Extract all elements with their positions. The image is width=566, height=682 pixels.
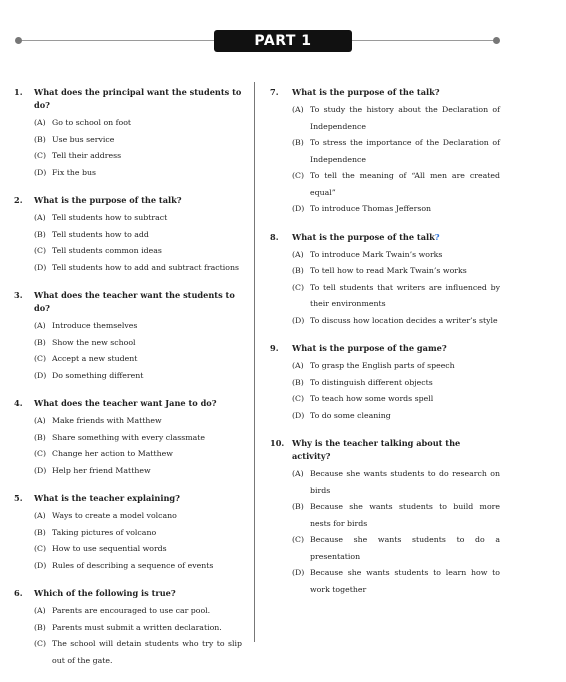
option-text: To tell students that writers are influenced by their environments bbox=[310, 282, 500, 308]
option-label: (C) bbox=[34, 449, 47, 458]
option-label: (D) bbox=[34, 370, 47, 380]
question-text-body: What is the purpose of the talk? bbox=[292, 87, 440, 97]
question-number: 10. bbox=[270, 438, 285, 448]
question-text-body: What does the teacher want the students to do? bbox=[34, 290, 235, 313]
question-line bbox=[270, 342, 500, 355]
option-text: Change her action to Matthew bbox=[52, 449, 173, 458]
answer-option bbox=[14, 210, 242, 227]
option-label: (B) bbox=[292, 266, 304, 275]
question-text-body: What is the teacher explaining? bbox=[34, 493, 180, 503]
option-label: (C) bbox=[34, 354, 47, 363]
option-text: The school will detain students who try to slip out of the gate. bbox=[52, 639, 242, 665]
question-number: 4. bbox=[14, 398, 23, 408]
option-text: To introduce Thomas Jefferson bbox=[310, 204, 432, 213]
answer-option bbox=[270, 408, 500, 425]
option-label: (B) bbox=[292, 377, 304, 387]
question-text bbox=[34, 86, 242, 112]
right-dot-icon bbox=[493, 37, 500, 44]
option-label: (A) bbox=[292, 105, 304, 114]
answer-option bbox=[14, 541, 242, 558]
option-label: (A) bbox=[34, 118, 46, 127]
option-label: (D) bbox=[34, 167, 47, 177]
question-text-body: What does the teacher want Jane to do? bbox=[34, 398, 217, 408]
option-label: (C) bbox=[34, 151, 47, 160]
answer-option bbox=[270, 466, 500, 499]
question-line bbox=[14, 194, 242, 207]
option-label: (B) bbox=[292, 502, 304, 511]
question-block bbox=[270, 231, 500, 330]
question-line bbox=[270, 231, 500, 244]
column-divider bbox=[254, 82, 255, 642]
option-text: Show the new school bbox=[52, 337, 136, 347]
option-label: (B) bbox=[34, 527, 46, 537]
option-text: Do something different bbox=[52, 370, 144, 380]
option-label: (C) bbox=[34, 544, 47, 553]
option-text: Taking pictures of volcano bbox=[52, 527, 157, 537]
option-text: To discuss how location decides a writer’s style bbox=[310, 315, 498, 325]
option-text: Tell students how to add bbox=[52, 229, 149, 239]
part-header bbox=[0, 30, 566, 52]
option-label: (C) bbox=[34, 246, 47, 255]
option-text: To study the history about the Declaration of Independence bbox=[310, 105, 500, 131]
left-column bbox=[14, 86, 242, 682]
question-text-body: What is the purpose of the game? bbox=[292, 343, 447, 353]
question-text bbox=[292, 86, 500, 99]
option-label: (C) bbox=[292, 535, 305, 544]
question-line bbox=[14, 86, 242, 112]
option-label: (B) bbox=[34, 229, 46, 239]
question-block bbox=[270, 342, 500, 424]
option-text: To stress the importance of the Declaration of Independence bbox=[310, 138, 500, 164]
answer-option bbox=[14, 508, 242, 525]
option-text: How to use sequential words bbox=[52, 544, 167, 553]
answer-option bbox=[14, 558, 242, 575]
option-label: (C) bbox=[34, 639, 47, 648]
question-number: 6. bbox=[14, 588, 23, 598]
question-block bbox=[270, 437, 500, 598]
option-text: Share something with every classmate bbox=[52, 432, 206, 442]
answer-option bbox=[14, 243, 242, 260]
question-block bbox=[14, 86, 242, 181]
option-label: (A) bbox=[34, 511, 46, 520]
part-title: PART 1 bbox=[214, 30, 352, 52]
answer-option bbox=[270, 532, 500, 565]
option-text: Tell students how to add and subtract fractions bbox=[52, 262, 239, 272]
option-text: Go to school on foot bbox=[52, 118, 132, 127]
question-text bbox=[34, 194, 242, 207]
option-label: (B) bbox=[292, 138, 304, 147]
answer-option bbox=[270, 391, 500, 408]
question-text bbox=[34, 397, 242, 410]
option-label: (C) bbox=[292, 282, 305, 292]
option-label: (B) bbox=[34, 432, 46, 442]
option-label: (D) bbox=[292, 410, 305, 420]
option-label: (A) bbox=[34, 606, 46, 615]
question-text-body: What does the principal want the students to do? bbox=[34, 87, 242, 110]
option-text: Accept a new student bbox=[52, 354, 138, 363]
answer-option bbox=[14, 413, 242, 430]
option-label: (A) bbox=[292, 249, 304, 259]
question-text-body: Which of the following is true? bbox=[34, 588, 176, 598]
option-text: Tell students common ideas bbox=[52, 246, 162, 255]
question-number: 3. bbox=[14, 290, 23, 300]
question-mark: ? bbox=[434, 231, 440, 242]
option-text: To tell the meaning of “All men are created equal” bbox=[310, 171, 500, 197]
question-text bbox=[292, 437, 500, 463]
answer-option bbox=[14, 148, 242, 165]
question-number: 1. bbox=[14, 87, 23, 97]
answer-option bbox=[270, 313, 500, 330]
answer-option bbox=[14, 368, 242, 385]
answer-option bbox=[14, 351, 242, 368]
answer-option bbox=[14, 115, 242, 132]
right-column bbox=[270, 86, 500, 611]
question-text-body: What is the purpose of the talk? bbox=[34, 195, 182, 205]
answer-option bbox=[270, 102, 500, 135]
answer-option bbox=[14, 620, 242, 637]
option-text: Tell students how to subtract bbox=[52, 213, 168, 222]
option-text: To tell how to read Mark Twain’s works bbox=[310, 266, 467, 275]
option-label: (B) bbox=[34, 134, 46, 144]
option-label: (A) bbox=[292, 469, 304, 478]
option-label: (D) bbox=[34, 262, 47, 272]
question-number: 5. bbox=[14, 493, 23, 503]
option-text: Because she wants students to do research on birds bbox=[310, 469, 500, 495]
option-label: (D) bbox=[34, 465, 47, 475]
answer-option bbox=[270, 263, 500, 280]
option-label: (D) bbox=[292, 204, 305, 213]
question-block bbox=[14, 492, 242, 574]
answer-option bbox=[270, 358, 500, 375]
question-line bbox=[14, 289, 242, 315]
option-text: Because she wants students to do a presentation bbox=[310, 535, 500, 561]
option-text: Ways to create a model volcano bbox=[52, 511, 177, 520]
answer-option bbox=[270, 168, 500, 201]
option-text: To grasp the English parts of speech bbox=[310, 361, 455, 370]
question-line bbox=[270, 86, 500, 99]
question-block bbox=[14, 587, 242, 669]
answer-option bbox=[14, 446, 242, 463]
answer-option bbox=[270, 135, 500, 168]
question-text bbox=[34, 587, 242, 600]
left-dot-icon bbox=[15, 37, 22, 44]
question-text bbox=[292, 342, 500, 355]
option-label: (B) bbox=[34, 337, 46, 347]
answer-option bbox=[270, 280, 500, 313]
answer-option bbox=[14, 165, 242, 182]
question-line bbox=[14, 492, 242, 505]
answer-option bbox=[270, 499, 500, 532]
option-label: (A) bbox=[34, 213, 46, 222]
option-label: (A) bbox=[292, 361, 304, 370]
option-text: Introduce themselves bbox=[52, 321, 138, 330]
option-label: (C) bbox=[292, 394, 305, 403]
question-block bbox=[14, 397, 242, 479]
question-text bbox=[34, 289, 242, 315]
answer-option bbox=[14, 463, 242, 480]
option-text: Because she wants students to build more nests for birds bbox=[310, 502, 500, 528]
answer-option bbox=[270, 565, 500, 598]
option-label: (D) bbox=[34, 560, 47, 570]
option-text: To do some cleaning bbox=[310, 410, 391, 420]
answer-option bbox=[14, 260, 242, 277]
answer-option bbox=[270, 375, 500, 392]
option-text: To teach how some words spell bbox=[310, 394, 434, 403]
option-label: (A) bbox=[34, 416, 46, 425]
option-label: (C) bbox=[292, 171, 305, 180]
question-number: 2. bbox=[14, 195, 23, 205]
option-text: Parents must submit a written declaration. bbox=[52, 622, 222, 632]
answer-option bbox=[14, 525, 242, 542]
answer-option bbox=[14, 227, 242, 244]
answer-option bbox=[270, 247, 500, 264]
option-label: (D) bbox=[292, 568, 305, 577]
answer-option bbox=[14, 430, 242, 447]
question-text bbox=[292, 231, 500, 244]
option-text: Because she wants students to learn how to work together bbox=[310, 568, 500, 594]
option-label: (A) bbox=[34, 321, 46, 330]
question-text-body: Why is the teacher talking about the activity? bbox=[292, 438, 461, 461]
question-text bbox=[34, 492, 242, 505]
question-block bbox=[14, 289, 242, 384]
question-block bbox=[14, 194, 242, 276]
option-text: To distinguish different objects bbox=[310, 377, 433, 387]
option-label: (B) bbox=[34, 622, 46, 632]
answer-option bbox=[270, 201, 500, 218]
answer-option bbox=[14, 318, 242, 335]
option-text: Make friends with Matthew bbox=[52, 416, 162, 425]
option-text: Tell their address bbox=[52, 151, 122, 160]
option-label: (D) bbox=[292, 315, 305, 325]
question-number: 7. bbox=[270, 87, 279, 97]
answer-option bbox=[14, 335, 242, 352]
question-block bbox=[270, 86, 500, 218]
question-line bbox=[14, 397, 242, 410]
question-number: 9. bbox=[270, 343, 279, 353]
answer-option bbox=[14, 636, 242, 669]
option-text: Fix the bus bbox=[52, 167, 97, 177]
question-line bbox=[14, 587, 242, 600]
option-text: To introduce Mark Twain’s works bbox=[310, 249, 443, 259]
question-text-body: What is the purpose of the talk bbox=[292, 231, 435, 242]
question-line bbox=[270, 437, 500, 463]
option-text: Use bus service bbox=[52, 134, 115, 144]
answer-option bbox=[14, 132, 242, 149]
option-text: Help her friend Matthew bbox=[52, 465, 151, 475]
answer-option bbox=[14, 603, 242, 620]
option-text: Parents are encouraged to use car pool. bbox=[52, 606, 211, 615]
question-number: 8. bbox=[270, 231, 279, 242]
option-text: Rules of describing a sequence of events bbox=[52, 560, 214, 570]
